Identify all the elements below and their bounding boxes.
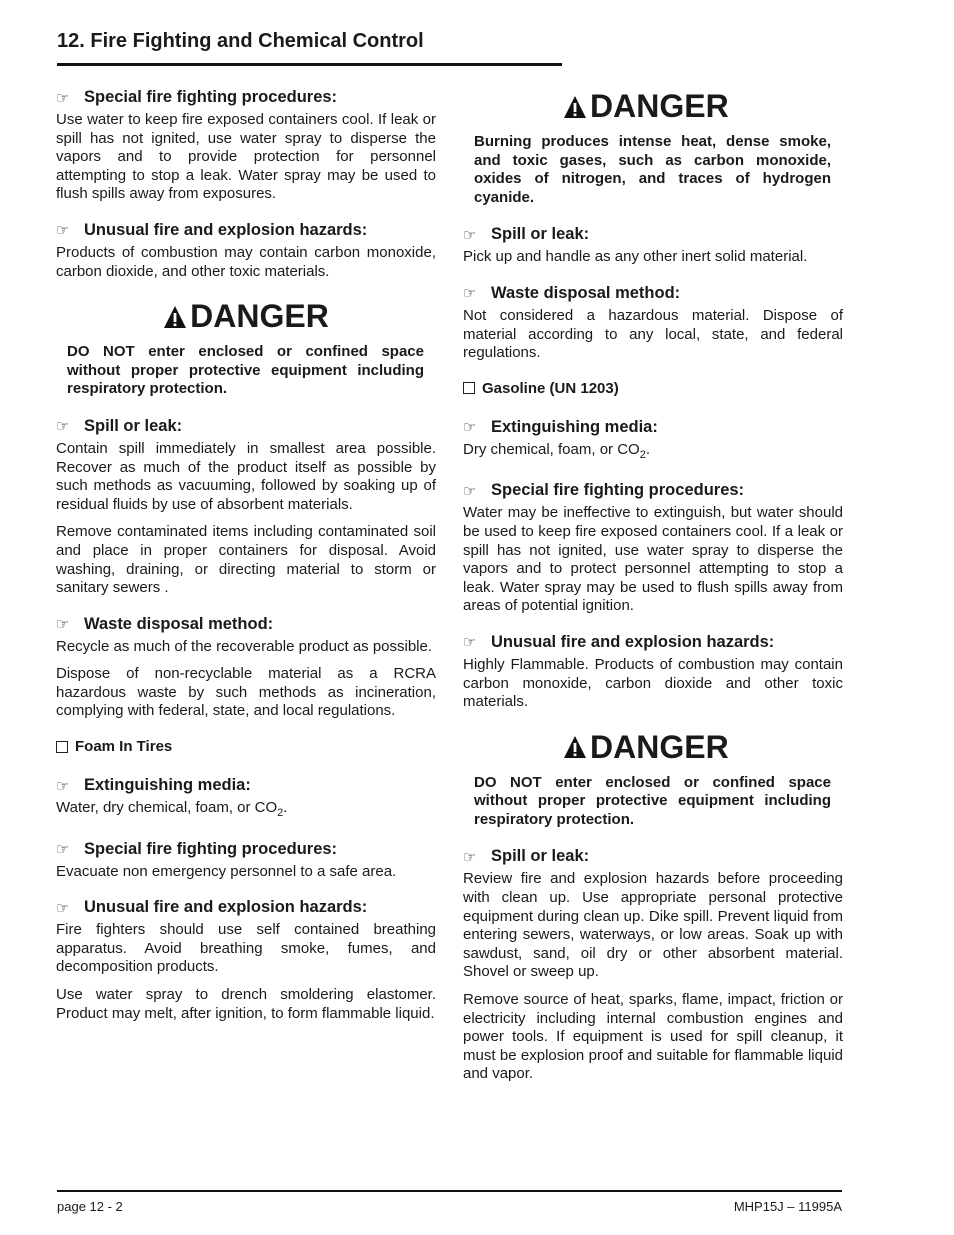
section-heading	[56, 776, 436, 795]
body-text: Products of combustion may contain carbon monoxide, carbon dioxide, and other toxic materials.	[56, 243, 436, 280]
section-heading-text: Waste disposal method:	[491, 283, 681, 302]
pointing-hand-icon: ☞	[56, 89, 70, 107]
section	[463, 284, 843, 363]
section	[463, 633, 843, 712]
category-label: Gasoline (UN 1203)	[482, 379, 619, 397]
section	[463, 225, 843, 267]
section-heading-text: Special fire fighting procedures:	[84, 88, 338, 106]
body-text: Use water to keep fire exposed containers cool. If leak or spill has not ignited, use water spray to disperse the vapors and to provide protection for personnel attempting to stop a leak. Water spray may be used to flush spills away from exposures.	[56, 111, 436, 203]
title-rule	[57, 63, 562, 66]
pointing-hand-icon: ☞	[56, 899, 70, 917]
pointing-hand-icon: ☞	[56, 222, 70, 240]
section-heading-text: Unusual fire and explosion hazards:	[84, 220, 368, 239]
category-heading	[56, 738, 436, 755]
document-id: MHP15J – 11995A	[733, 1199, 842, 1214]
section-heading	[463, 847, 843, 866]
body-text-tail: .	[283, 799, 288, 817]
body-text: Dispose of non-recyclable material as a RCRA hazardous waste by such methods as incineration, complying with federal, state, and local regulations.	[56, 665, 436, 720]
body-text: Water may be ineffective to extinguish, but water should be used to keep fire exposed containers cool. If a leak or spill has not ignited, use water spray to disperse the vapors and to protect personnel attempting to stop a leak. Water spray may be used to flush spills away from areas of potential ignition.	[463, 504, 843, 615]
section	[56, 898, 436, 1023]
footer-rule	[57, 1190, 842, 1192]
section	[56, 88, 436, 204]
pointing-hand-icon: ☞	[56, 841, 70, 859]
left-column	[56, 88, 436, 1040]
section-heading	[463, 225, 843, 244]
pointing-hand-icon: ☞	[56, 777, 70, 795]
section	[56, 615, 436, 721]
body-text	[56, 799, 436, 823]
section-heading	[463, 418, 843, 437]
pointing-hand-icon: ☞	[463, 285, 477, 303]
section	[463, 418, 843, 465]
checkbox-icon	[463, 382, 475, 394]
section-heading-text: Unusual fire and explosion hazards:	[491, 632, 775, 651]
danger-text: DO NOT enter enclosed or confined space without proper protective equipment including respiratory protection.	[474, 773, 831, 828]
pointing-hand-icon: ☞	[463, 482, 477, 500]
pointing-hand-icon: ☞	[56, 418, 70, 436]
section-heading-text: Spill or leak:	[491, 225, 590, 244]
danger-label: DANGER	[590, 728, 729, 765]
danger-box	[56, 298, 436, 399]
section-heading	[463, 481, 843, 500]
body-text: Pick up and handle as any other inert solid material.	[463, 248, 808, 266]
warning-triangle-icon	[563, 95, 587, 119]
body-text: Not considered a hazardous material. Dispose of material according to any local, state, and federal regulations.	[463, 306, 843, 362]
pointing-hand-icon: ☞	[463, 226, 477, 244]
section-heading	[56, 898, 436, 917]
body-text: Remove contaminated items including contaminated soil and place in proper containers for disposal. Avoid washing, draining, or directing material to storm or sanitary sewers .	[56, 523, 436, 597]
danger-heading	[56, 298, 436, 335]
section-heading-text: Spill or leak:	[491, 847, 590, 866]
danger-label: DANGER	[590, 88, 729, 124]
danger-box	[463, 729, 843, 830]
section-heading-text: Special fire fighting procedures:	[491, 481, 745, 500]
body-text-main: Dry chemical, foam, or CO	[463, 440, 640, 458]
body-text: Fire fighters should use self contained breathing apparatus. Avoid breathing smoke, fumes, and decomposition products.	[56, 921, 436, 976]
section	[463, 847, 843, 1084]
section-heading	[463, 633, 843, 652]
category-heading	[463, 380, 843, 397]
danger-label: DANGER	[190, 298, 329, 335]
section-heading	[56, 615, 436, 634]
body-text: Recycle as much of the recoverable product as possible.	[56, 637, 433, 655]
body-text: Review fire and explosion hazards before proceeding with clean up. Use appropriate personal protective equipment during clean up. Dike spill. Prevent liquid from entering sewers, waterways, or low areas. Soak up with sawdust, sand, oil dry or other absorbent material. Shovel or sweep up.	[463, 870, 843, 981]
section-heading-text: Waste disposal method:	[84, 614, 274, 633]
section-heading-text: Extinguishing media:	[84, 776, 251, 795]
section-heading-text: Unusual fire and explosion hazards:	[84, 898, 368, 917]
pointing-hand-icon: ☞	[463, 634, 477, 652]
page-number: page 12 - 2	[57, 1199, 123, 1214]
warning-triangle-icon	[163, 305, 187, 329]
pointing-hand-icon: ☞	[56, 616, 70, 634]
section-heading-text: Extinguishing media:	[491, 417, 658, 436]
section-heading	[56, 417, 436, 436]
danger-box	[463, 88, 843, 207]
section	[56, 776, 436, 823]
right-column	[463, 88, 843, 1101]
section	[56, 417, 436, 598]
body-text: Contain spill immediately in smallest area possible. Recover as much of the product itself as possible by such methods as vacuuming, followed by soaking up of residual fluids by use of absorbent materials.	[56, 439, 436, 513]
warning-triangle-icon	[563, 735, 587, 759]
body-text: Evacuate non emergency personnel to a safe area.	[56, 862, 397, 880]
section	[56, 840, 436, 882]
danger-heading	[463, 88, 843, 125]
page-title: 12. Fire Fighting and Chemical Control	[57, 30, 424, 52]
pointing-hand-icon: ☞	[463, 419, 477, 437]
section-heading-text: Spill or leak:	[84, 416, 183, 435]
subscript: 2	[277, 807, 284, 820]
body-text-main: Water, dry chemical, foam, or CO	[56, 799, 278, 817]
body-text-tail: .	[645, 440, 651, 458]
pointing-hand-icon: ☞	[463, 848, 477, 866]
section	[463, 481, 843, 616]
section-heading	[56, 88, 436, 107]
body-text: Use water spray to drench smoldering elastomer. Product may melt, after ignition, to form flammable liquid.	[56, 986, 436, 1022]
category-label: Foam In Tires	[75, 738, 173, 756]
body-text: Remove source of heat, sparks, flame, impact, friction or electricity including internal combustion engines and power tools. If equipment is used for spill cleanup, it must be explosion proof and suitable for flammable liquid and vapor.	[463, 991, 843, 1083]
danger-text: DO NOT enter enclosed or confined space without proper protective equipment including respiratory protection.	[67, 343, 424, 398]
section-heading	[463, 284, 843, 303]
subscript: 2	[639, 448, 646, 461]
section-heading	[56, 221, 436, 240]
danger-text: Burning produces intense heat, dense smoke, and toxic gases, such as carbon monoxide, oxides of nitrogen, and traces of hydrogen cyanide.	[474, 133, 831, 206]
checkbox-icon	[56, 741, 68, 753]
section	[56, 221, 436, 281]
danger-heading	[463, 729, 843, 766]
section-heading	[56, 840, 436, 859]
body-text	[463, 441, 843, 465]
section-heading-text: Special fire fighting procedures:	[84, 839, 338, 858]
body-text: Highly Flammable. Products of combustion may contain carbon monoxide, carbon dioxide and other toxic materials.	[463, 655, 843, 711]
